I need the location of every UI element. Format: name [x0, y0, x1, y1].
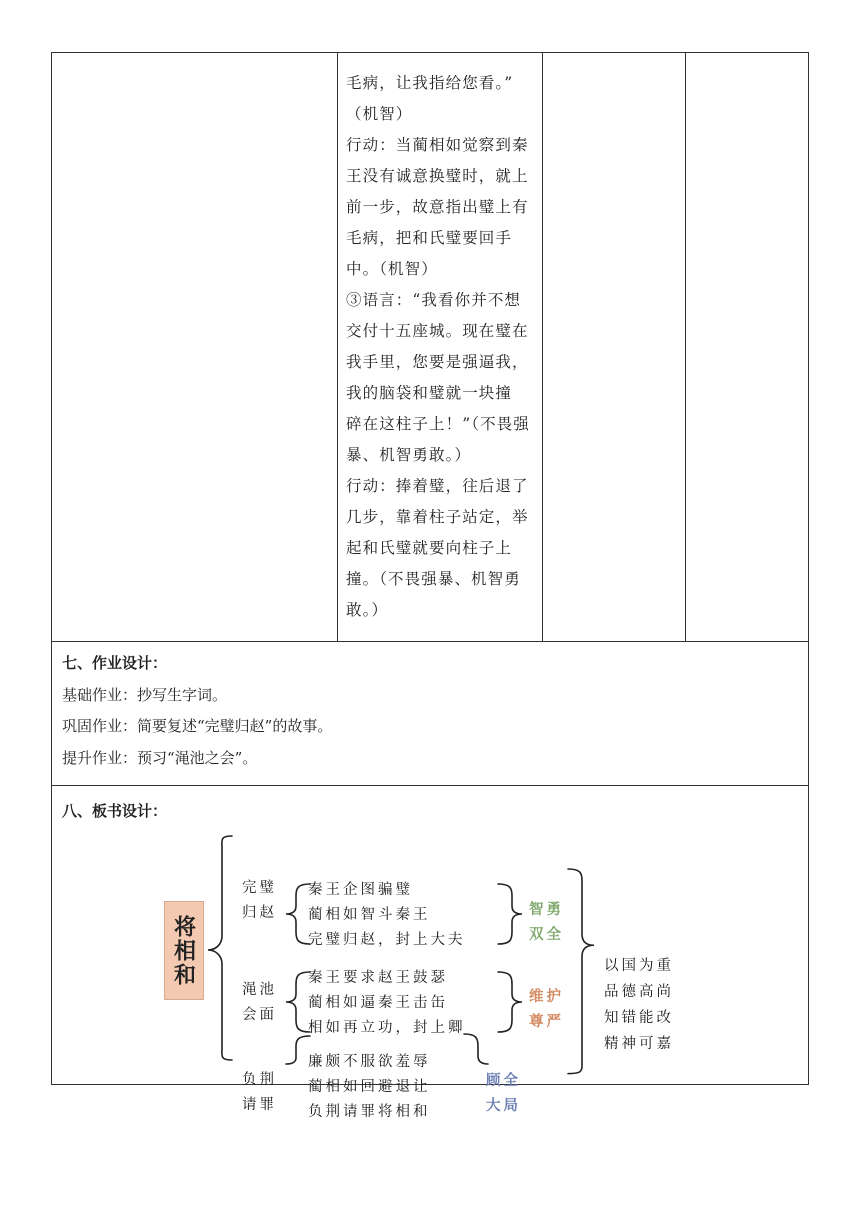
lesson-table [51, 52, 809, 1120]
event-line: 蔺相如回避退让 [308, 1079, 431, 1095]
content-line: 撞。（不畏强暴、机智勇 [346, 570, 521, 588]
event-line: 完璧归赵，封上大夫 [308, 932, 466, 948]
content-line: 中。（机智） [346, 260, 438, 278]
homework-section [52, 642, 808, 786]
board-title-box [164, 901, 204, 1000]
content-line: 前一步，故意指出璧上有 [346, 198, 529, 216]
quality-line: 维护 [529, 988, 564, 1005]
section-quality-2 [529, 984, 579, 1034]
section-name-2 [242, 978, 292, 1028]
section-name-3 [242, 1068, 292, 1118]
section-name-line: 负荆 [242, 1072, 277, 1088]
content-text [346, 68, 536, 626]
board-diagram [52, 786, 810, 1120]
content-line: 毛病，让我指给您看。” [346, 74, 514, 92]
event-line: 负荆请罪将相和 [308, 1104, 431, 1120]
event-line: 蔺相如逼秦王击缶 [308, 995, 448, 1011]
teaching-process-row [52, 53, 808, 642]
event-line: 秦王要求赵王鼓瑟 [308, 970, 448, 986]
section-name-line: 渑池 [242, 982, 277, 998]
event-line: 相如再立功，封上卿 [308, 1020, 466, 1036]
board-conclusion [604, 953, 674, 1057]
section-name-line: 请罪 [242, 1097, 277, 1113]
table-cell-content [338, 53, 543, 641]
content-line: 交付十五座城。现在璧在 [346, 322, 529, 340]
conclusion-line: 精神可嘉 [604, 1036, 674, 1052]
quality-line: 顾全 [486, 1072, 521, 1089]
conclusion-line: 品德高尚 [604, 984, 674, 1000]
quality-line: 尊严 [529, 1013, 564, 1030]
homework-item: 巩固作业：简要复述“完璧归赵”的故事。 [62, 717, 333, 735]
section-name-line: 完璧 [242, 880, 277, 896]
board-design-section [52, 786, 808, 1120]
section-quality-3 [486, 1068, 536, 1118]
board-title: 将相和 [170, 914, 197, 987]
content-line: 我手里，您要是强逼我， [346, 353, 529, 371]
table-cell-student-activity [543, 53, 686, 641]
homework-heading: 七、作业设计： [62, 654, 168, 672]
homework-item: 基础作业：抄写生字词。 [62, 685, 228, 704]
conclusion-line: 以国为重 [604, 958, 674, 974]
section-name-line: 归赵 [242, 905, 277, 921]
content-line: 行动：捧着璧，往后退了 [346, 477, 529, 495]
table-cell-stage [52, 53, 338, 641]
content-line: （机智） [346, 105, 413, 123]
content-line: 暴、机智勇敢。） [346, 446, 472, 464]
section-quality-1 [529, 897, 579, 947]
event-line: 廉颇不服欲羞辱 [308, 1054, 431, 1070]
content-line: 起和氏璧就要向柱子上 [346, 539, 513, 557]
section-events-3 [308, 1050, 431, 1125]
homework-content [62, 648, 332, 774]
content-line: 敢。） [346, 601, 389, 619]
content-line: 毛病，把和氏璧要回手 [346, 229, 513, 247]
content-line: 碎在这柱子上！”（不畏强 [346, 415, 530, 433]
content-line: 行动：当蔺相如觉察到秦 [346, 136, 529, 154]
quality-line: 双全 [529, 926, 564, 943]
conclusion-line: 知错能改 [604, 1010, 674, 1026]
section-events-2 [308, 966, 466, 1041]
content-line: 几步，靠着柱子站定，举 [346, 508, 529, 526]
board-heading: 八、板书设计： [62, 802, 168, 820]
homework-item: 提升作业：预习“渑池之会”。 [62, 748, 258, 767]
quality-line: 大局 [486, 1097, 521, 1114]
event-line: 秦王企图骗璧 [308, 882, 413, 898]
content-line: ③语言：“我看你并不想 [346, 291, 522, 309]
content-line: 我的脑袋和璧就一块撞 [346, 384, 513, 402]
quality-line: 智勇 [529, 901, 564, 918]
event-line: 蔺相如智斗秦王 [308, 907, 431, 923]
table-cell-design-intent [686, 53, 808, 641]
section-name-line: 会面 [242, 1007, 277, 1023]
content-line: 王没有诚意换璧时，就上 [346, 167, 529, 185]
section-events-1 [308, 878, 466, 953]
section-name-1 [242, 876, 292, 926]
